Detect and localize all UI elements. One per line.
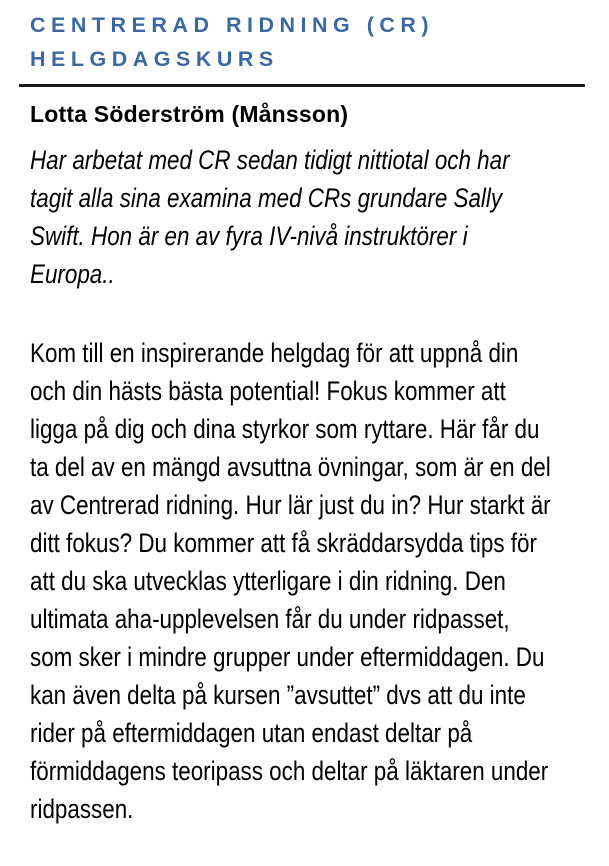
text-line: rider på eftermiddagen utan endast deltar på — [30, 718, 473, 748]
text-line: som sker i mindre grupper under eftermiddagen. Du — [30, 642, 545, 672]
text-line: kan även delta på kursen ”avsuttet” dvs att du inte — [30, 680, 526, 710]
page-title — [30, 8, 579, 76]
instructor-name: Lotta Söderström (Månsson) — [30, 101, 349, 127]
text-line: av Centrerad ridning. Hur lär just du in? Hur starkt är — [30, 490, 551, 520]
text-line: förmiddagens teoripass och deltar på läktaren under — [30, 756, 549, 786]
text-line: Swift. Hon är en av fyra IV-nivå instruktörer i — [30, 221, 468, 251]
course-flyer-page — [0, 8, 609, 866]
text-line: ditt fokus? Du kommer att få skräddarsydda tips för — [30, 528, 537, 558]
text-line: tagit alla sina examina med CRs grundare Sally — [30, 183, 503, 213]
page-title-line2: HELGDAGSKURS — [30, 47, 279, 71]
page-title-line1: CENTRERAD RIDNING (CR) — [30, 13, 435, 37]
text-line: Europa.. — [30, 259, 115, 289]
text-line: ultimata aha-upplevelsen får du under ridpasset, — [30, 604, 510, 634]
text-line: Har arbetat med CR sedan tidigt nittiotal och har — [30, 145, 510, 175]
text-line: ridpassen. — [30, 794, 134, 824]
text-line: Kom till en inspirerande helgdag för att uppnå din — [30, 338, 519, 368]
title-divider — [19, 84, 585, 87]
text-line: ligga på dig och dina styrkor som ryttare. Här får du — [30, 414, 540, 444]
text-line: att du ska utvecklas ytterligare i din ridning. Den — [30, 566, 506, 596]
instructor-bio — [30, 141, 511, 293]
course-description — [30, 334, 551, 828]
text-line: ta del av en mängd avsuttna övningar, som är en del — [30, 452, 551, 482]
text-line: och din hästs bästa potential! Fokus kommer att — [30, 376, 506, 406]
